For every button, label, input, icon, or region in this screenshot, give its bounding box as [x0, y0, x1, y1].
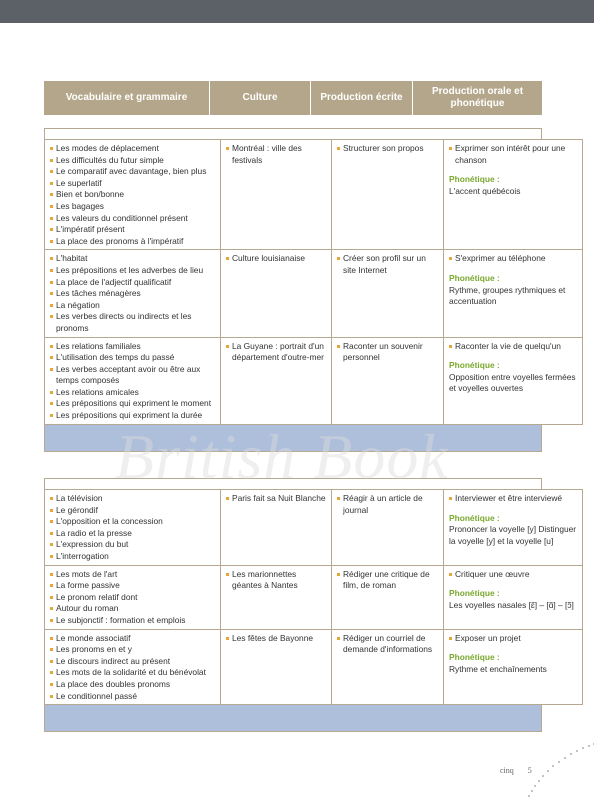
cell-culture — [221, 490, 332, 566]
list-item: Les marionnettes géantes à Nantes — [226, 569, 327, 592]
list-item: L'habitat — [50, 253, 216, 265]
cell-culture — [221, 140, 332, 250]
bullet-list — [226, 253, 327, 265]
list-item: Les mots de la solidarité et du bénévolat — [50, 667, 216, 679]
bullet-list — [50, 253, 216, 334]
cell-production-ecrite — [332, 337, 444, 424]
unit-table — [44, 139, 583, 425]
list-item: Le conditionnel passé — [50, 691, 216, 703]
list-item: Créer son profil sur un site Internet — [337, 253, 439, 276]
page-word: cinq — [500, 766, 514, 775]
list-item: S'exprimer au téléphone — [449, 253, 578, 265]
list-item: La télévision — [50, 493, 216, 505]
list-item: La Guyane : portrait d'un département d'outre-mer — [226, 341, 327, 364]
cell-production-ecrite — [332, 250, 444, 337]
bullet-list — [50, 569, 216, 627]
header-vocabulaire: Vocabulaire et grammaire — [44, 81, 210, 115]
phonetique-label: Phonétique : — [449, 174, 500, 185]
header-production-ecrite: Production écrite — [311, 81, 413, 115]
table-header — [44, 81, 542, 115]
unit-1 — [44, 139, 576, 452]
unit-band — [44, 705, 542, 732]
unit-1-gap — [44, 128, 542, 139]
list-item: Les tâches ménagères — [50, 288, 216, 300]
cell-vocabulaire — [45, 629, 221, 705]
list-item: Interviewer et être interviewé — [449, 493, 578, 505]
list-item: Raconter un souvenir personnel — [337, 341, 439, 364]
list-item: Le superlatif — [50, 178, 216, 190]
phonetique-label: Phonétique : — [449, 652, 500, 663]
table-row — [45, 629, 583, 705]
bullet-list — [50, 493, 216, 563]
list-item: Critiquer une œuvre — [449, 569, 578, 581]
cell-culture — [221, 250, 332, 337]
bullet-list — [50, 341, 216, 422]
bullet-list — [449, 341, 578, 353]
list-item: L'impératif présent — [50, 224, 216, 236]
cell-vocabulaire — [45, 565, 221, 629]
list-item: Les difficultés du futur simple — [50, 155, 216, 167]
cell-production-ecrite — [332, 140, 444, 250]
cell-vocabulaire — [45, 490, 221, 566]
cell-culture — [221, 337, 332, 424]
list-item: Bien et bon/bonne — [50, 189, 216, 201]
header-production-orale: Production orale et phonétique — [431, 86, 524, 109]
list-item: L'utilisation des temps du passé — [50, 352, 216, 364]
unit-2 — [44, 489, 577, 732]
bullet-list — [337, 143, 439, 155]
list-item: Les mots de l'art — [50, 569, 216, 581]
cell-culture — [221, 629, 332, 705]
cell-production-orale — [444, 337, 583, 424]
list-item: Le monde associatif — [50, 633, 216, 645]
list-item: La négation — [50, 300, 216, 312]
list-item: Montréal : ville des festivals — [226, 143, 327, 166]
list-item: Réagir à un article de journal — [337, 493, 439, 516]
bullet-list — [226, 493, 327, 505]
cell-production-orale — [444, 140, 583, 250]
list-item: Rédiger un courriel de demande d'informations — [337, 633, 439, 656]
phonetique-label: Phonétique : — [449, 360, 500, 371]
list-item: Les prépositions et les adverbes de lieu — [50, 265, 216, 277]
list-item: Le gérondif — [50, 505, 216, 517]
unit-table — [44, 489, 583, 705]
phonetique-text: Opposition entre voyelles fermées et voyelles ouvertes — [449, 371, 576, 394]
phonetique-text: Les voyelles nasales [ɛ̃] – [ɑ̃] – [ɔ̃] — [449, 599, 574, 610]
bullet-list — [337, 633, 439, 656]
cell-vocabulaire — [45, 250, 221, 337]
list-item: La place de l'adjectif qualificatif — [50, 277, 216, 289]
bullet-list — [226, 569, 327, 592]
list-item: La radio et la presse — [50, 528, 216, 540]
list-item: Les fêtes de Bayonne — [226, 633, 327, 645]
list-item: Autour du roman — [50, 603, 216, 615]
list-item: La place des pronoms à l'impératif — [50, 236, 216, 248]
page-footer — [500, 766, 532, 775]
list-item: Rédiger une critique de film, de roman — [337, 569, 439, 592]
list-item: Les pronoms en et y — [50, 644, 216, 656]
list-item: La forme passive — [50, 580, 216, 592]
list-item: Les modes de déplacement — [50, 143, 216, 155]
list-item: Les valeurs du conditionnel présent — [50, 213, 216, 225]
list-item: L'expression du but — [50, 539, 216, 551]
cell-production-orale — [444, 629, 583, 705]
watermark: British Book — [115, 421, 449, 492]
bullet-list — [226, 633, 327, 645]
phonetique-label: Phonétique : — [449, 512, 500, 523]
list-item: L'opposition et la concession — [50, 516, 216, 528]
phonetique-text: Prononcer la voyelle [y] Distinguer la voyelle [y] et la voyelle [u] — [449, 524, 577, 546]
bullet-list — [337, 569, 439, 592]
list-item: Exposer un projet — [449, 633, 578, 645]
table-row — [45, 490, 583, 566]
cell-production-ecrite — [332, 490, 444, 566]
table-row — [45, 250, 583, 337]
list-item: Culture louisianaise — [226, 253, 327, 265]
bullet-list — [449, 569, 578, 581]
cell-production-ecrite — [332, 629, 444, 705]
list-item: Les verbes acceptant avoir ou être aux temps composés — [50, 364, 216, 387]
list-item: Les relations amicales — [50, 387, 216, 399]
phonetique-text: Rythme et enchaînements — [449, 663, 547, 674]
list-item: Les prépositions qui expriment la durée — [50, 410, 216, 422]
table-row — [45, 337, 583, 424]
cell-production-orale — [444, 490, 583, 566]
list-item: Le subjonctif : formation et emplois — [50, 615, 216, 627]
bullet-list — [449, 633, 578, 645]
header-culture: Culture — [210, 81, 311, 115]
list-item: Le pronom relatif dont — [50, 592, 216, 604]
bullet-list — [449, 143, 578, 166]
bullet-list — [50, 633, 216, 703]
page-number: 5 — [527, 766, 532, 775]
list-item: Les verbes directs ou indirects et les pronoms — [50, 311, 216, 334]
phonetique-label: Phonétique : — [449, 272, 500, 283]
bullet-list — [337, 341, 439, 364]
bullet-list — [449, 493, 578, 505]
cell-vocabulaire — [45, 337, 221, 424]
table-row — [45, 140, 583, 250]
bullet-list — [50, 143, 216, 247]
table-row — [45, 565, 583, 629]
list-item: Le comparatif avec davantage, bien plus — [50, 166, 216, 178]
cell-vocabulaire — [45, 140, 221, 250]
list-item: Les bagages — [50, 201, 216, 213]
list-item: Les relations familiales — [50, 341, 216, 353]
list-item: Raconter la vie de quelqu'un — [449, 341, 578, 353]
bullet-list — [226, 341, 327, 364]
bullet-list — [337, 253, 439, 276]
list-item: Paris fait sa Nuit Blanche — [226, 493, 327, 505]
cell-production-orale — [444, 565, 583, 629]
top-bar — [0, 0, 594, 23]
phonetique-label: Phonétique : — [449, 588, 500, 599]
list-item: Les prépositions qui expriment le moment — [50, 398, 216, 410]
cell-culture — [221, 565, 332, 629]
decorative-dots — [525, 738, 594, 800]
bullet-list — [337, 493, 439, 516]
phonetique-text: L'accent québécois — [449, 185, 521, 196]
list-item: Le discours indirect au présent — [50, 656, 216, 668]
list-item: Exprimer son intérêt pour une chanson — [449, 143, 578, 166]
cell-production-ecrite — [332, 565, 444, 629]
list-item: L'interrogation — [50, 551, 216, 563]
list-item: La place des doubles pronoms — [50, 679, 216, 691]
bullet-list — [226, 143, 327, 166]
cell-production-orale — [444, 250, 583, 337]
phonetique-text: Rythme, groupes rythmiques et accentuation — [449, 284, 566, 307]
bullet-list — [449, 253, 578, 265]
list-item: Structurer son propos — [337, 143, 439, 155]
